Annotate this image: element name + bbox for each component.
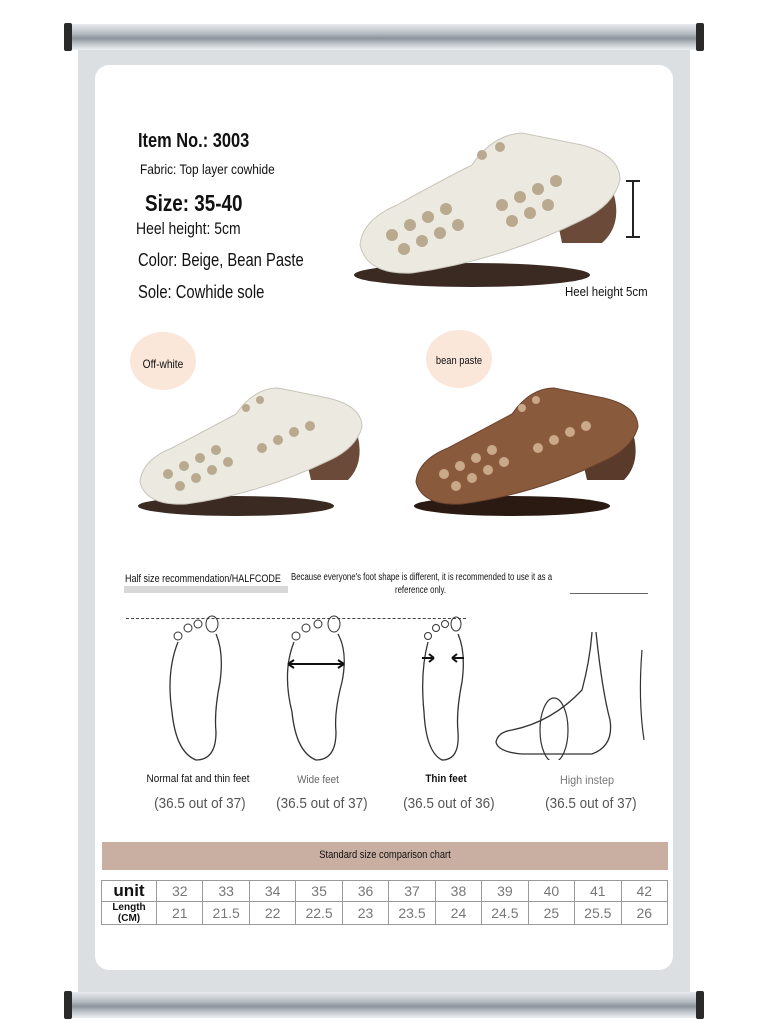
size-cell: 38 [435, 881, 481, 902]
size-cell: 41 [575, 881, 621, 902]
size-cell: 32 [157, 881, 203, 902]
thin-foot-icon [408, 612, 480, 764]
length-cell: 25 [528, 902, 574, 925]
color-spec: Color: Beige, Bean Paste [138, 250, 304, 270]
heel-height-caption: Heel height 5cm [565, 284, 648, 299]
heel-height-spec: Heel height: 5cm [136, 219, 241, 238]
size-table [101, 880, 668, 925]
size-cell: 34 [249, 881, 295, 902]
wide-foot-icon [280, 612, 352, 764]
size-cell: 35 [296, 881, 342, 902]
normal-foot-icon [160, 612, 232, 764]
size-cell: 39 [482, 881, 528, 902]
bottom-scroll-rod [66, 992, 702, 1018]
size-chart-title: Standard size comparison chart [319, 849, 451, 861]
foot-label: High instep [559, 773, 615, 787]
top-scroll-rod [66, 24, 702, 50]
recommendation-shade [124, 586, 288, 593]
heel-height-indicator [632, 180, 634, 238]
bean-paste-shoe-image [412, 382, 642, 522]
variant-label: Off-white [142, 357, 184, 371]
high-instep-icon [492, 630, 652, 760]
foot-size-note: (36.5 out of 36) [403, 795, 495, 812]
foot-size-note: (36.5 out of 37) [154, 795, 246, 812]
divider [570, 593, 648, 594]
length-cell: 21 [157, 902, 203, 925]
length-cell: 22 [249, 902, 295, 925]
length-cell: 24.5 [482, 902, 528, 925]
length-cell: 25.5 [575, 902, 621, 925]
size-cell: 37 [389, 881, 435, 902]
length-cell: 21.5 [203, 902, 249, 925]
main-shoe-image [352, 125, 624, 295]
size-cell: 33 [203, 881, 249, 902]
foot-size-note: (36.5 out of 37) [276, 795, 368, 812]
variant-badge-bean-paste [426, 330, 492, 388]
length-cell: 26 [621, 902, 667, 925]
row-header-unit: unit [102, 881, 157, 902]
row-header-length: Length (CM) [102, 902, 157, 925]
size-cell: 42 [621, 881, 667, 902]
size-cell: 40 [528, 881, 574, 902]
length-cell: 22.5 [296, 902, 342, 925]
fabric-spec: Fabric: Top layer cowhide [140, 161, 275, 177]
recommendation-note-line1: Because everyone's foot shape is different, it is recommended to use it as a [291, 572, 553, 583]
recommendation-title: Half size recommendation/HALFCODE [125, 573, 281, 585]
foot-label: Normal fat and thin feet [146, 773, 250, 785]
length-cell: 23 [342, 902, 388, 925]
table-row [102, 881, 668, 902]
foot-size-note: (36.5 out of 37) [545, 795, 637, 812]
size-spec: Size: 35-40 [145, 190, 243, 216]
table-row [102, 902, 668, 925]
length-cell: 24 [435, 902, 481, 925]
size-cell: 36 [342, 881, 388, 902]
sole-spec: Sole: Cowhide sole [138, 282, 265, 302]
length-cell: 23.5 [389, 902, 435, 925]
size-chart-title-bar [102, 842, 668, 870]
item-number: Item No.: 3003 [138, 130, 250, 152]
recommendation-note-line2: reference only. [395, 585, 447, 596]
foot-label: Wide feet [297, 774, 339, 786]
foot-label: Thin feet [425, 773, 467, 785]
off-white-shoe-image [136, 382, 366, 522]
variant-label: bean paste [435, 355, 483, 367]
